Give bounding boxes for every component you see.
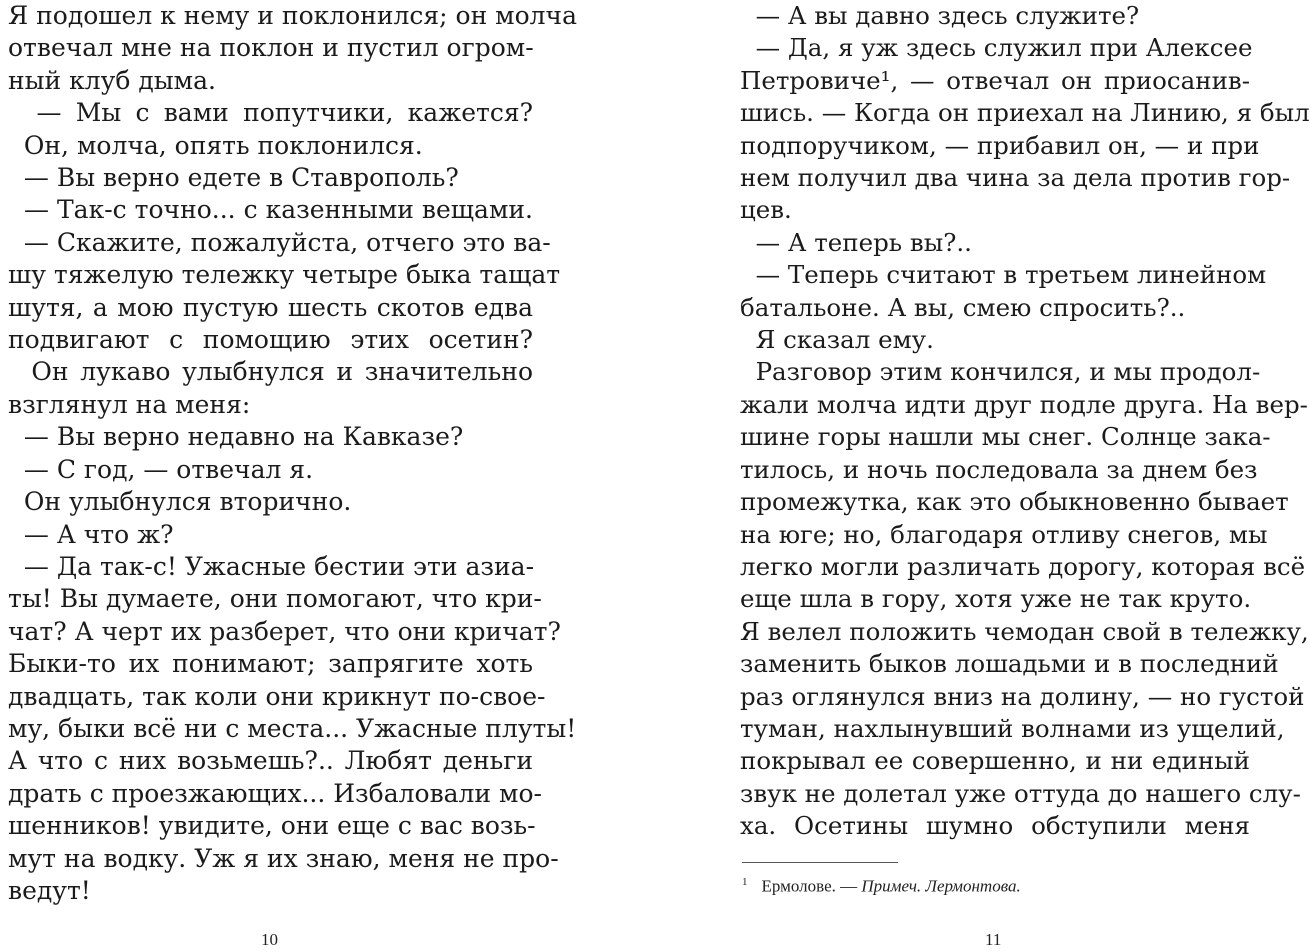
text-line: А что с них возьмешь?.. Любят деньги bbox=[8, 746, 533, 776]
text-line: покрывал ее совершенно, и ни единый bbox=[740, 746, 1250, 776]
text-line: Я подошел к нему и поклонился; он молча bbox=[8, 1, 577, 30]
footnote-text: Ермолове. — bbox=[761, 876, 862, 896]
text-line: заменить быков лошадьми и в последний bbox=[740, 649, 1279, 679]
page-number-left: 10 bbox=[261, 930, 278, 949]
text-line: — Так-с точно... с казенными вещами. bbox=[8, 195, 533, 225]
text-line: — А теперь вы?.. bbox=[740, 227, 972, 257]
text-line: цев. bbox=[740, 195, 792, 225]
text-line: — Теперь считают в третьем линейном bbox=[740, 260, 1267, 290]
text-line: Разговор этим кончился, и мы продол- bbox=[740, 357, 1261, 387]
text-line: раз оглянулся вниз на долину, — но густой bbox=[740, 681, 1305, 711]
text-line: легко могли различать дорогу, которая всё bbox=[740, 551, 1306, 581]
text-line: тилось, и ночь последовала за днем без bbox=[740, 454, 1258, 484]
text-line: подвигают с помощию этих осетин? bbox=[8, 325, 533, 355]
text-line: туман, нахлынувший волнами из ущелий, bbox=[740, 713, 1285, 743]
page-number-right: 11 bbox=[985, 930, 1002, 949]
text-line: звук не долетал уже оттуда до нашего слу- bbox=[740, 778, 1301, 808]
text-line: драть с проезжающих... Избаловали мо- bbox=[8, 778, 542, 808]
footnote-rule bbox=[742, 862, 898, 863]
text-line: шу тяжелую тележку четыре быка тащат bbox=[8, 260, 561, 290]
text-line: батальоне. А вы, смею спросить?.. bbox=[740, 292, 1186, 322]
text-line: еще шла в гору, хотя уже не так круто. bbox=[740, 584, 1252, 614]
footnote bbox=[742, 876, 1021, 897]
text-line: Быки-то их понимают; запрягите хоть bbox=[8, 649, 533, 679]
text-line: — А что ж? bbox=[8, 519, 174, 549]
text-line: Петровиче¹, — отвечал он приосанив- bbox=[740, 65, 1250, 95]
text-line: — Да так-с! Ужасные бестии эти азиа- bbox=[8, 551, 535, 581]
text-line: отвечал мне на поклон и пустил огром- bbox=[8, 33, 534, 63]
footnote-attribution: Примеч. Лермонтова. bbox=[861, 876, 1021, 896]
text-line: — Вы верно едете в Ставрополь? bbox=[8, 163, 459, 193]
text-line: Он, молча, опять поклонился. bbox=[8, 130, 423, 160]
text-line: шенников! увидите, они еще с вас возь- bbox=[8, 811, 536, 841]
text-line: ный клуб дыма. bbox=[8, 65, 216, 95]
text-line: Я сказал ему. bbox=[740, 325, 934, 355]
text-line: ты! Вы думаете, они помогают, что кри- bbox=[8, 584, 542, 614]
text-line: Он улыбнулся вторично. bbox=[8, 487, 352, 517]
text-line: нем получил два чина за дела против гор- bbox=[740, 163, 1291, 193]
left-page bbox=[8, 0, 577, 907]
text-line: шине горы нашли мы снег. Солнце зака- bbox=[740, 422, 1271, 452]
text-line: шись. — Когда он приехал на Линию, я был bbox=[740, 98, 1310, 128]
right-page bbox=[740, 0, 1310, 843]
text-line: двадцать, так коли они крикнут по-свое- bbox=[8, 681, 546, 711]
text-line: — Вы верно недавно на Кавказе? bbox=[8, 422, 464, 452]
text-line: взглянул на меня: bbox=[8, 389, 251, 419]
text-line: — А вы давно здесь служите? bbox=[740, 1, 1140, 30]
text-line: — Да, я уж здесь служил при Алексее bbox=[740, 33, 1253, 63]
text-line: на юге; но, благодаря отливу снегов, мы bbox=[740, 519, 1268, 549]
text-line: жали молча идти друг подле друга. На вер- bbox=[740, 389, 1308, 419]
text-line: ха. Осетины шумно обступили меня bbox=[740, 811, 1250, 841]
text-line: — С год, — отвечал я. bbox=[8, 454, 314, 484]
text-line: чат? А черт их разберет, что они кричат? bbox=[8, 616, 561, 646]
text-line: ведут! bbox=[8, 875, 91, 905]
text-line: мут на водку. Уж я их знаю, меня не про- bbox=[8, 843, 559, 873]
text-line: му, быки всё ни с места... Ужасные плуты! bbox=[8, 713, 577, 743]
text-line: подпоручиком, — прибавил он, — и при bbox=[740, 130, 1260, 160]
text-line: — Скажите, пожалуйста, отчего это ва- bbox=[8, 227, 551, 257]
text-line: — Мы с вами попутчики, кажется? bbox=[8, 98, 533, 128]
footnote-mark: 1 bbox=[742, 876, 748, 888]
text-line: шутя, а мою пустую шесть скотов едва bbox=[8, 292, 533, 322]
text-line: промежутка, как это обыкновенно бывает bbox=[740, 487, 1289, 517]
text-line: Я велел положить чемодан свой в тележку, bbox=[740, 616, 1309, 646]
text-line: Он лукаво улыбнулся и значительно bbox=[8, 357, 533, 387]
